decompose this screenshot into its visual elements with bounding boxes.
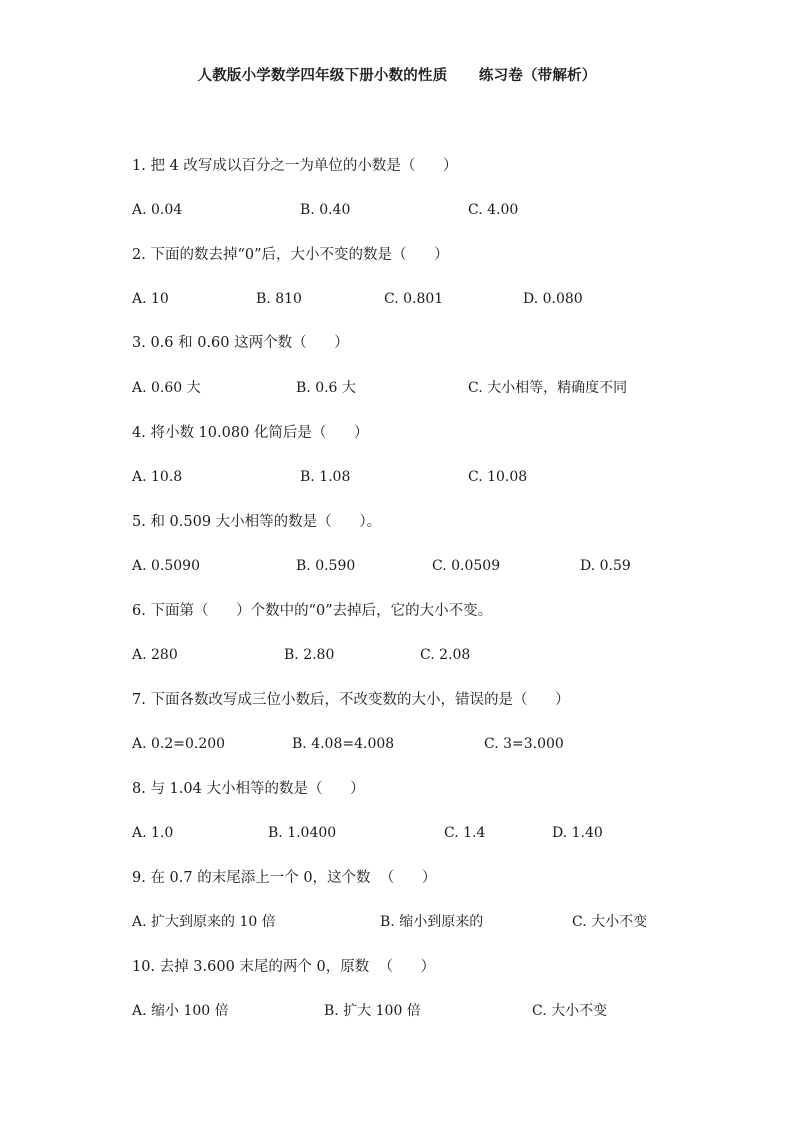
question-5-option-a: A. 0.5090 (132, 558, 200, 574)
question-3: 3. 0.6 和 0.60 这两个数（ ） (132, 335, 349, 351)
question-5: 5. 和 0.509 大小相等的数是（ ）。 (132, 514, 382, 530)
question-4-option-a: A. 10.8 (132, 469, 183, 485)
question-2: 2. 下面的数去掉“0”后，大小不变的数是（ ） (132, 247, 449, 263)
question-4-option-b: B. 1.08 (300, 469, 351, 485)
question-1-option-b: B. 0.40 (300, 202, 351, 218)
page-title: 人教版小学数学四年级下册小数的性质 练习卷（带解析） (197, 68, 597, 84)
question-5-option-c: C. 0.0509 (432, 558, 501, 574)
question-1: 1. 把 4 改写成以百分之一为单位的小数是（ ） (132, 158, 458, 174)
question-10: 10. 去掉 3.600 末尾的两个 0，原数 （ ） (132, 959, 436, 975)
question-10-option-b: B. 扩大 100 倍 (324, 1003, 421, 1019)
question-9-option-b: B. 缩小到原来的 (380, 914, 484, 930)
question-3-option-a: A. 0.60 大 (132, 380, 201, 396)
question-5-option-d: D. 0.59 (580, 558, 631, 574)
question-6-option-c: C. 2.08 (420, 647, 471, 663)
question-6-option-a: A. 280 (132, 647, 178, 663)
question-2-option-b: B. 810 (256, 291, 302, 307)
question-2-option-a: A. 10 (132, 291, 169, 307)
question-8-option-d: D. 1.40 (552, 825, 603, 841)
question-8: 8. 与 1.04 大小相等的数是（ ） (132, 781, 365, 797)
question-2-option-c: C. 0.801 (384, 291, 444, 307)
question-7-option-b: B. 4.08=4.008 (292, 736, 395, 752)
question-9-option-c: C. 大小不变 (572, 914, 648, 930)
question-8-option-a: A. 1.0 (132, 825, 174, 841)
question-10-option-a: A. 缩小 100 倍 (132, 1003, 229, 1019)
question-5-option-b: B. 0.590 (296, 558, 356, 574)
question-6-option-b: B. 2.80 (284, 647, 335, 663)
question-7-option-a: A. 0.2=0.200 (132, 736, 226, 752)
question-6: 6. 下面第（ ）个数中的“0”去掉后，它的大小不变。 (132, 603, 493, 619)
question-8-option-b: B. 1.0400 (268, 825, 337, 841)
question-4: 4. 将小数 10.080 化简后是（ ） (132, 425, 369, 441)
question-4-option-c: C. 10.08 (468, 469, 528, 485)
question-3-option-c: C. 大小相等，精确度不同 (468, 380, 628, 396)
question-7-option-c: C. 3=3.000 (484, 736, 564, 752)
question-1-option-c: C. 4.00 (468, 202, 519, 218)
question-9-option-a: A. 扩大到原来的 10 倍 (132, 914, 276, 930)
question-8-option-c: C. 1.4 (444, 825, 486, 841)
question-9: 9. 在 0.7 的末尾添上一个 0，这个数 （ ） (132, 870, 437, 886)
question-7: 7. 下面各数改写成三位小数后，不改变数的大小，错误的是（ ） (132, 692, 570, 708)
question-10-option-c: C. 大小不变 (532, 1003, 608, 1019)
question-1-option-a: A. 0.04 (132, 202, 183, 218)
question-3-option-b: B. 0.6 大 (296, 380, 356, 396)
question-2-option-d: D. 0.080 (523, 291, 583, 307)
